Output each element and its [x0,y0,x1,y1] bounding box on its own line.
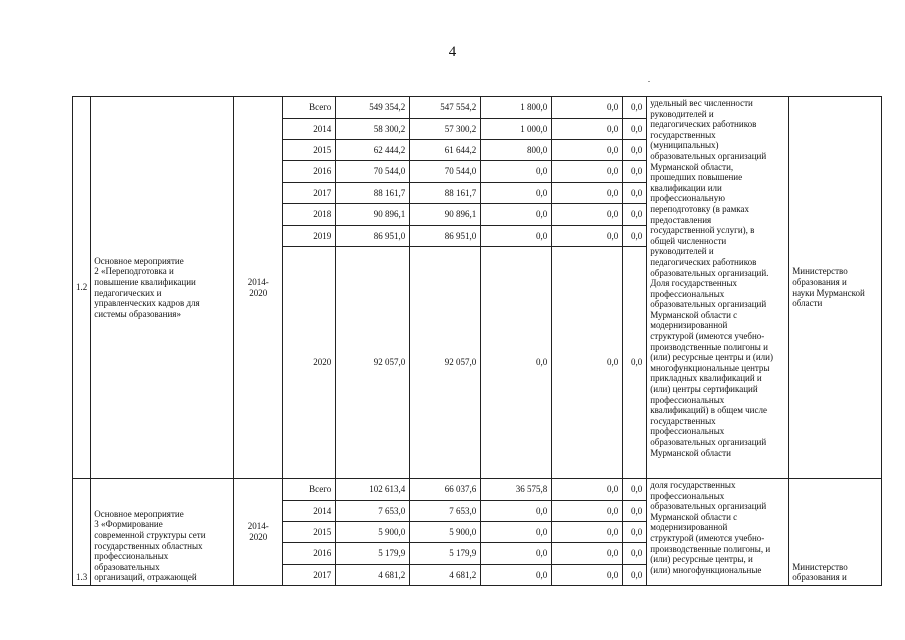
page-number: 4 [448,44,457,60]
total-value: 7 653,0 [336,501,410,522]
period: 2014- 2020 [234,479,283,586]
total-value: 62 444,2 [336,140,410,161]
value-other: 0,0 [623,226,647,247]
value-other: 0,0 [623,501,647,522]
value-federal: 1 800,0 [481,97,552,119]
value-local: 0,0 [552,522,623,543]
value-local: 0,0 [552,247,623,479]
total-value: 90 896,1 [336,204,410,226]
value-local: 0,0 [552,501,623,522]
value-local: 0,0 [552,119,623,140]
year-label: 2020 [283,247,336,479]
total-value: 58 300,2 [336,119,410,140]
year-label: 2015 [283,140,336,161]
value-local: 0,0 [552,479,623,501]
year-label: 2016 [283,543,336,565]
value-regional: 5 900,0 [410,522,481,543]
activity-name: Основное мероприятие 3 «Формирование современной структуры сети государственных областных профессиональных образовательных организаций, отражающей [91,479,234,586]
period: 2014- 2020 [234,97,283,479]
year-label: Всего [283,97,336,119]
value-federal: 0,0 [481,522,552,543]
value-regional: 547 554,2 [410,97,481,119]
value-federal: 0,0 [481,247,552,479]
value-other: 0,0 [623,522,647,543]
value-local: 0,0 [552,226,623,247]
value-local: 0,0 [552,97,623,119]
total-value: 5 179,9 [336,543,410,565]
year-label: 2014 [283,119,336,140]
year-label: 2016 [283,161,336,183]
total-value: 92 057,0 [336,247,410,479]
indicator-text: удельный вес численности руководителей и педагогических работников государственных (муниципальных) образовательных организаций Мурманской области, прошедших повышение квалификации или профессиональную переподготовку (в рамках предоставления государственной услуги), в общей численности руководителей и педагогических работников образовательных организаций. Доля государственных профессиональных образовательных организаций Мурманской области с модернизированной структурой (имеются учебно- производственные полигоны и (или) ресурсные центры и (или) многофункциональные центры прикладных квалификаций и (или) центры сертификаций профессиональных квалификаций) в общем числе государственных профессиональных образовательных организаций Мурманской области [647,97,789,479]
value-other: 0,0 [623,543,647,565]
total-value: 86 951,0 [336,226,410,247]
value-local: 0,0 [552,161,623,183]
value-regional: 70 544,0 [410,161,481,183]
value-local: 0,0 [552,565,623,586]
item-number: 1.3 [73,479,91,586]
value-regional: 7 653,0 [410,501,481,522]
value-other: 0,0 [623,140,647,161]
value-other: 0,0 [623,97,647,119]
value-federal: 0,0 [481,501,552,522]
scan-speck [648,81,650,82]
year-label: 2019 [283,226,336,247]
executor: Министерство образования и [789,479,882,586]
item-number: 1.2 [73,97,91,479]
year-label: 2014 [283,501,336,522]
year-label: 2018 [283,204,336,226]
value-federal: 36 575,8 [481,479,552,501]
value-local: 0,0 [552,543,623,565]
value-regional: 5 179,9 [410,543,481,565]
value-other: 0,0 [623,119,647,140]
indicator-text: доля государственных профессиональных образовательных организаций Мурманской области с модернизированной структурой (имеются учебно- производственные полигоны, и (или) ресурсные центры, и (или) многофункциональные [647,479,789,586]
value-regional: 92 057,0 [410,247,481,479]
value-other: 0,0 [623,247,647,479]
value-regional: 4 681,2 [410,565,481,586]
year-label: 2017 [283,565,336,586]
value-regional: 90 896,1 [410,204,481,226]
value-federal: 0,0 [481,226,552,247]
value-other: 0,0 [623,183,647,204]
activity-name: Основное мероприятие 2 «Переподготовка и повышение квалификации педагогических и управленческих кадров для системы образования» [91,97,234,479]
total-value: 102 613,4 [336,479,410,501]
value-regional: 86 951,0 [410,226,481,247]
value-federal: 800,0 [481,140,552,161]
value-federal: 0,0 [481,204,552,226]
value-federal: 0,0 [481,161,552,183]
value-regional: 61 644,2 [410,140,481,161]
value-federal: 1 000,0 [481,119,552,140]
total-value: 5 900,0 [336,522,410,543]
value-federal: 0,0 [481,183,552,204]
value-regional: 66 037,6 [410,479,481,501]
value-other: 0,0 [623,161,647,183]
value-federal: 0,0 [481,543,552,565]
total-value: 549 354,2 [336,97,410,119]
value-regional: 57 300,2 [410,119,481,140]
year-label: 2017 [283,183,336,204]
value-other: 0,0 [623,565,647,586]
total-value: 70 544,0 [336,161,410,183]
total-value: 88 161,7 [336,183,410,204]
value-local: 0,0 [552,140,623,161]
value-local: 0,0 [552,204,623,226]
executor: Министерство образования и науки Мурманской области [789,97,882,479]
year-label: 2015 [283,522,336,543]
table-row [73,97,882,119]
program-table [72,96,882,586]
value-federal: 0,0 [481,565,552,586]
value-local: 0,0 [552,183,623,204]
total-value: 4 681,2 [336,565,410,586]
value-other: 0,0 [623,204,647,226]
year-label: Всего [283,479,336,501]
table-row [73,479,882,501]
value-other: 0,0 [623,479,647,501]
value-regional: 88 161,7 [410,183,481,204]
